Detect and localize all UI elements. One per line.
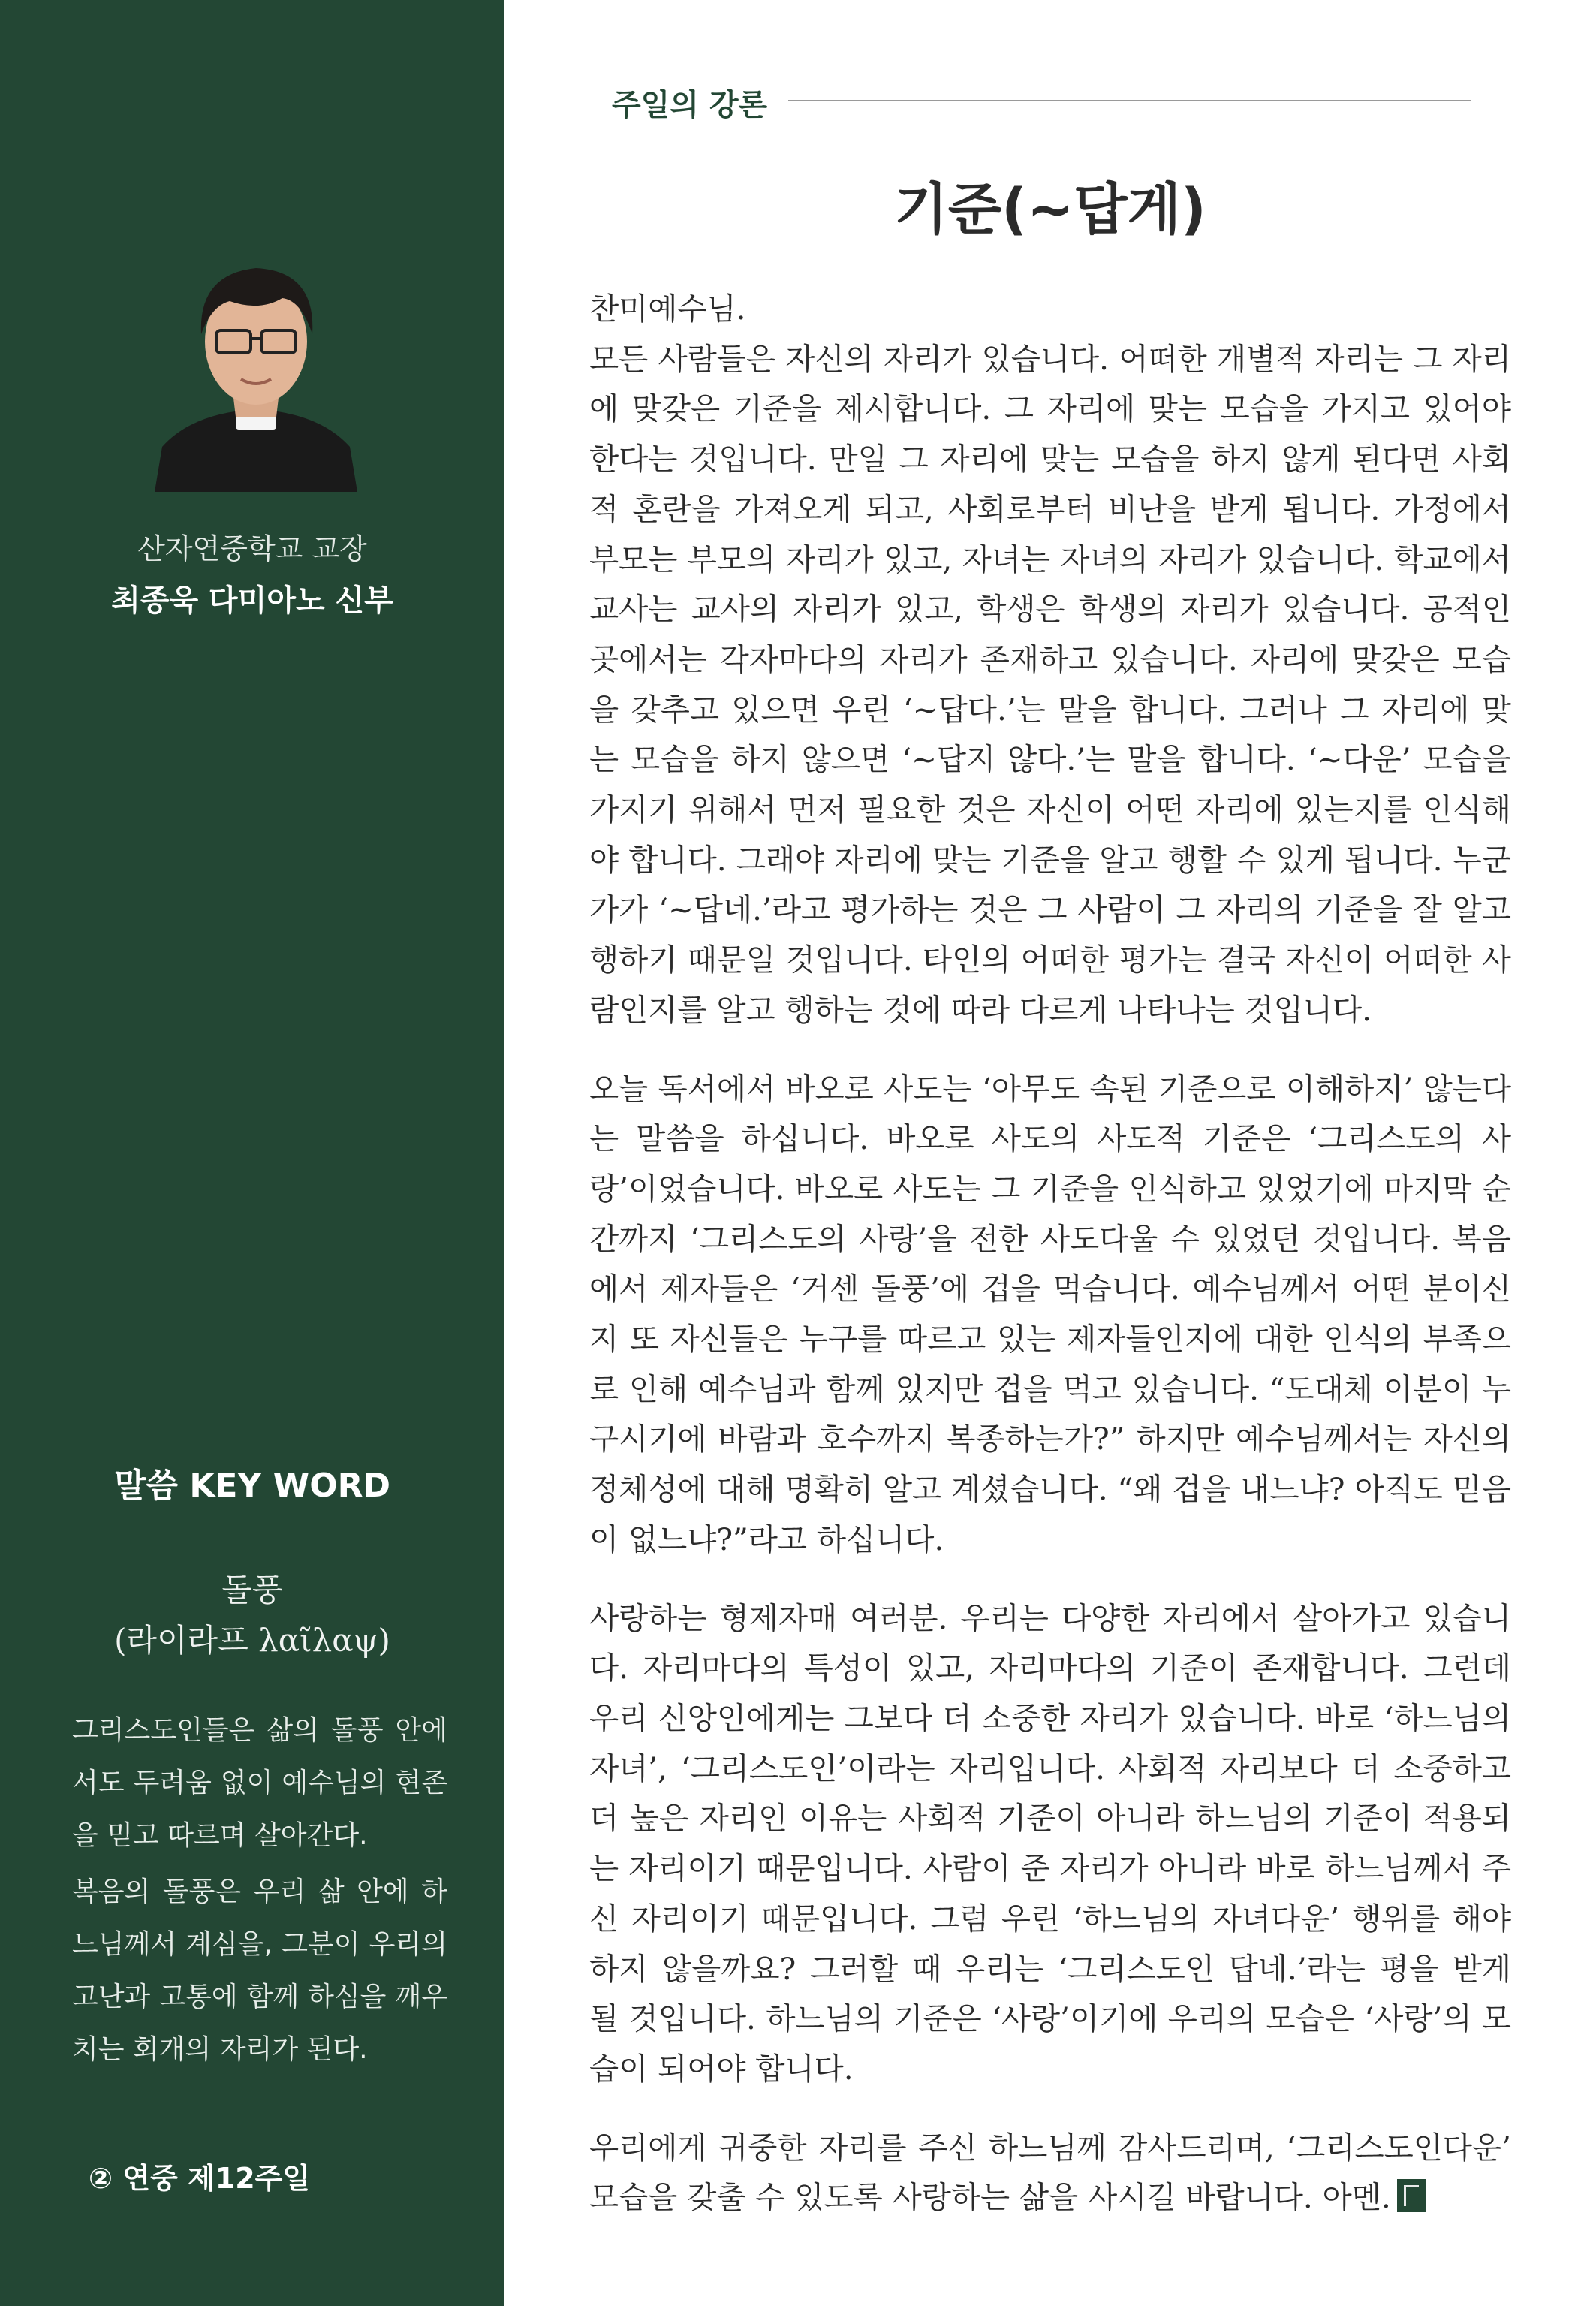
body-paragraph: 사랑하는 형제자매 여러분. 우리는 다양한 자리에서 살아가고 있습니다. 자리마다의 특성이 있고, 자리마다의 기준이 존재합니다. 그런데 우리 신앙인에게는 그보다 더 소중한 자리가 있습니다. 바로 ‘하느님의 자녀’, ‘그리스도인’이라는 자리입니다. 사회적 자리보다 더 소중하고 더 높은 자리인 이유는 사회적 기준이 아니라 하느님의 기준이 적용되는 자리이기 때문입니다. 사람이 준 자리가 아니라 바로 하느님께서 주신 자리이기 때문입니다. 그럼 우린 ‘하느님의 자녀다운’ 행위를 해야 하지 않을까요? 그러할 때 우리는 ‘그리스도인 답네.’라는 평을 받게 될 것입니다. 하느님의 기준은 ‘사랑’이기에 우리의 모습은 ‘사랑’의 모습이 되어야 합니다. (589, 1599, 1511, 2087)
page-title: 기준(~답게) (894, 177, 1206, 242)
keyword-paragraph: 그리스도인들은 삶의 돌풍 안에서도 두려움 없이 예수님의 현존을 믿고 따르며 살아간다. (72, 1715, 447, 1851)
issue-label: ② 연중 제12주일 (89, 2162, 311, 2195)
author-affiliation: 산자연중학교 교장 (137, 532, 367, 565)
keyword-word: 돌풍 (221, 1572, 283, 1608)
sidebar (0, 0, 504, 2306)
keyword-paragraph: 복음의 돌풍은 우리 삶 안에 하느님께서 계심을, 그분이 우리의 고난과 고통에 함께 하심을 깨우치는 회개의 자리가 된다. (72, 1876, 447, 2065)
greeting: 찬미예수님. (589, 291, 746, 327)
author-photo (147, 229, 365, 492)
end-mark-icon (1397, 2179, 1426, 2212)
keyword-heading: 말씀 KEY WORD (114, 1466, 390, 1505)
author-name: 최종욱 다미아노 신부 (111, 583, 393, 618)
body-paragraph: 모든 사람들은 자신의 자리가 있습니다. 어떠한 개별적 자리는 그 자리에 맞갖은 기준을 제시합니다. 그 자리에 맞는 모습을 가지고 있어야 한다는 것입니다. 만일 그 자리에 맞는 모습을 하지 않게 된다면 사회적 혼란을 가져오게 되고, 사회로부터 비난을 받게 됩니다. 가정에서 부모는 부모의 자리가 있고, 자녀는 자녀의 자리가 있습니다. 학교에서 교사는 교사의 자리가 있고, 학생은 학생의 자리가 있습니다. 공적인 곳에서는 각자마다의 자리가 존재하고 있습니다. 자리에 맞갖은 모습을 갖추고 있으면 우린 ‘~답다.’는 말을 합니다. 그러나 그 자리에 맞는 모습을 하지 않으면 ‘~답지 않다.’는 말을 합니다. ‘~다운’ 모습을 가지기 위해서 먼저 필요한 것은 자신이 어떤 자리에 있는지를 인식해야 합니다. 그래야 자리에 맞는 기준을 알고 행할 수 있게 됩니다. 누군가가 ‘~답네.’라고 평가하는 것은 그 사람이 그 자리의 기준을 잘 알고 행하기 때문일 것입니다. 타인의 어떠한 평가는 결국 자신이 어떠한 사람인지를 알고 행하는 것에 따라 다르게 나타나는 것입니다. (589, 340, 1511, 1028)
keyword-greek: (라이라프 λαῖλαψ) (114, 1622, 390, 1659)
article-body (589, 284, 1511, 2251)
section-label: 주일의 강론 (612, 88, 768, 122)
section-divider (788, 100, 1471, 101)
body-paragraph: 오늘 독서에서 바오로 사도는 ‘아무도 속된 기준으로 이해하지’ 않는다는 말씀을 하십니다. 바오로 사도의 사도적 기준은 ‘그리스도의 사랑’이었습니다. 바오로 사도는 그 기준을 인식하고 있었기에 마지막 순간까지 ‘그리스도의 사랑’을 전한 사도다울 수 있었던 것입니다. 복음에서 제자들은 ‘거센 돌풍’에 겁을 먹습니다. 예수님께서 어떤 분이신지 또 자신들은 누구를 따르고 있는 제자들인지에 대한 인식의 부족으로 인해 예수님과 함께 있지만 겁을 먹고 있습니다. “도대체 이분이 누구시기에 바람과 호수까지 복종하는가?” 하지만 예수님께서는 자신의 정체성에 대해 명확히 알고 계셨습니다. “왜 겁을 내느냐? 아직도 믿음이 없느냐?”라고 하십니다. (589, 1070, 1511, 1557)
closing-text: 우리에게 귀중한 자리를 주신 하느님께 감사드리며, ‘그리스도인다운’ 모습을 갖출 수 있도록 사랑하는 삶을 사시길 바랍니다. 아멘. (589, 2129, 1511, 2216)
author-portrait-icon (147, 229, 365, 492)
closing-paragraph (589, 2123, 1511, 2223)
